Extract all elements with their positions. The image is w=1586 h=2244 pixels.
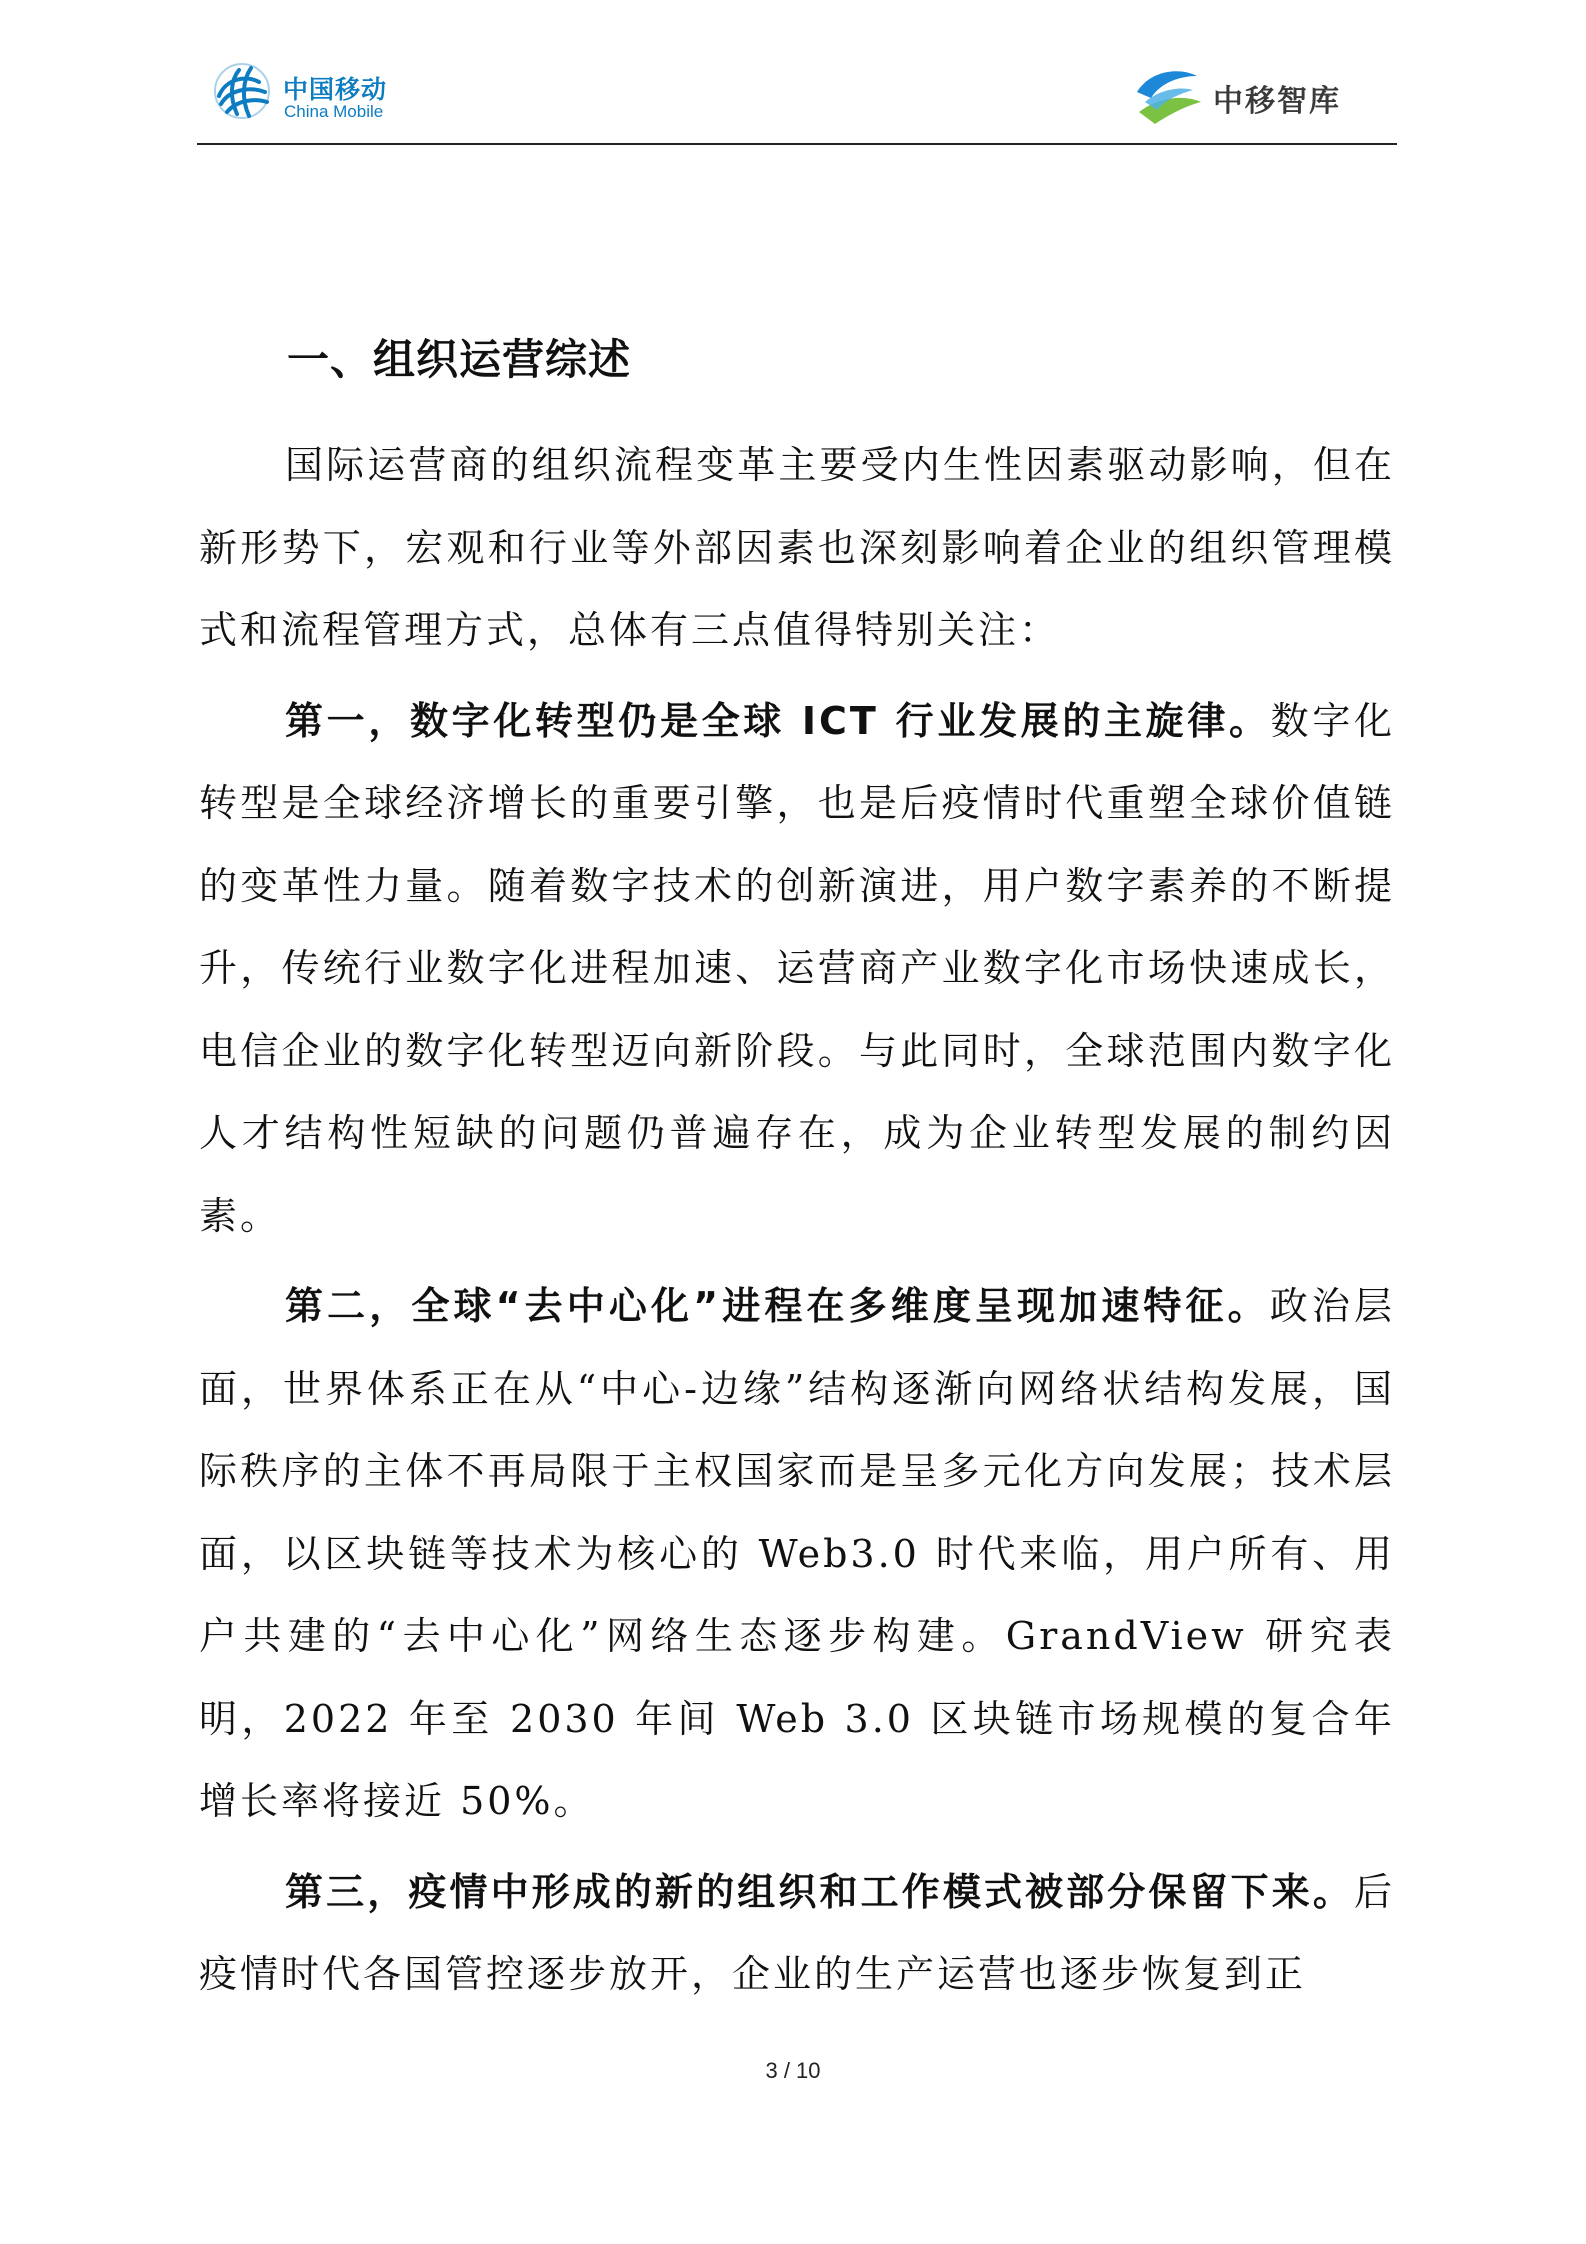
- intro-paragraph: [199, 424, 1395, 672]
- think-tank-name: 中移智库: [1213, 84, 1341, 119]
- point-one-paragraph: [199, 680, 1395, 1258]
- think-tank-emblem-icon: [1131, 62, 1205, 126]
- intro-paragraph-text: 国际运营商的组织流程变革主要受内生性因素驱动影响，但在新形势下，宏观和行业等外部因素也深刻影响着企业的组织管理模式和流程管理方式，总体有三点值得特别关注：: [199, 443, 1395, 652]
- page-header: [197, 52, 1397, 144]
- china-mobile-name-cn: 中国移动: [283, 75, 388, 104]
- point-three-paragraph: [199, 1851, 1395, 2016]
- point-two-lead: 第二，全球“去中心化”进程在多维度呈现加速特征。: [285, 1284, 1270, 1328]
- section-heading: 一、组织运营综述: [287, 335, 632, 384]
- point-two-paragraph: [199, 1265, 1395, 1843]
- china-mobile-logo: [211, 60, 431, 130]
- point-three-text: 后疫情时代各国管控逐步放开，企业的生产运营也逐步恢复到正: [199, 1869, 1395, 1996]
- china-mobile-name-en: China Mobile: [284, 102, 384, 121]
- header-divider: [197, 143, 1397, 145]
- point-one-text: 数字化转型是全球经济增长的重要引擎，也是后疫情时代重塑全球价值链的变革性力量。随着数字技术的创新演进，用户数字素养的不断提升，传统行业数字化进程加速、运营商产业数字化市场快速成长，电信企业的数字化转型迈向新阶段。与此同时，全球范围内数字化人才结构性短缺的问题仍普遍存在，成为企业转型发展的制约因素。: [199, 698, 1395, 1238]
- think-tank-logo: [1131, 62, 1361, 130]
- point-three-lead: 第三，疫情中形成的新的组织和工作模式被部分保留下来。: [285, 1869, 1354, 1914]
- point-two-text: 政治层面，世界体系正在从“中心-边缘”结构逐渐向网络状结构发展，国际秩序的主体不再局限于主权国家而是呈多元化方向发展；技术层面，以区块链等技术为核心的 Web3.0 时代来临，用户所有、用户共建的“去中心化”网络生态逐步构建。GrandView 研究表明，2022 年至 2030 年间 Web 3.0 区块链市场规模的复合年增长率将接近 50%。: [199, 1284, 1395, 1823]
- document-body: [199, 320, 1395, 2016]
- point-one-lead: 第一，数字化转型仍是全球 ICT 行业发展的主旋律。: [285, 698, 1271, 743]
- china-mobile-emblem-icon: [211, 60, 273, 122]
- page-number: 3 / 10: [765, 2058, 821, 2083]
